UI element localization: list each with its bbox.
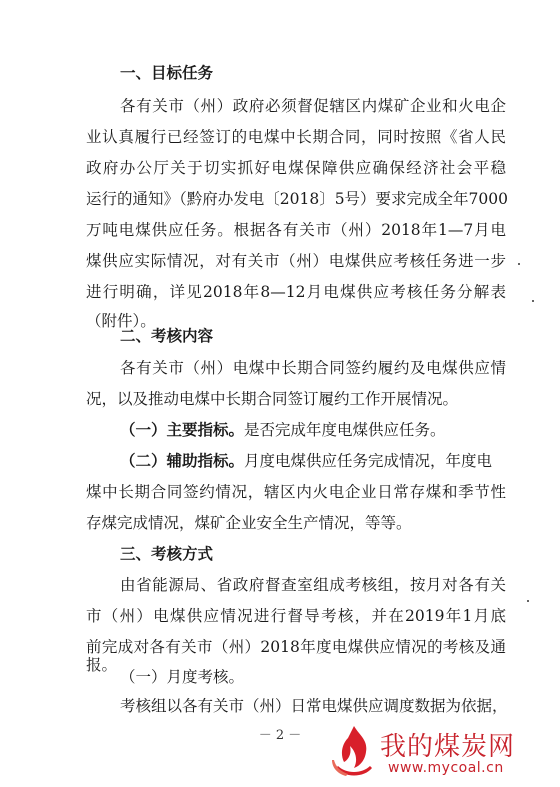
main-indicator-item — [120, 420, 446, 440]
body-line: 报。 — [86, 656, 118, 674]
item-text: 是否完成年度电煤供应任务。 — [244, 421, 446, 439]
body-line: 由省能源局、省政府督查室组成考核组，按月对各有关 — [120, 576, 506, 594]
monthly-assessment-item: （一）月度考核。 — [120, 668, 245, 686]
body-line: 各有关市（州）政府必须督促辖区内煤矿企业和火电企 — [120, 97, 506, 115]
site-watermark — [330, 722, 555, 782]
body-line: 考核组以各有关市（州）日常电煤供应调度数据为依据， — [120, 697, 508, 715]
item-label: （二）辅助指标。 — [120, 451, 245, 470]
body-line: 各有关市（州）电煤中长期合同签约履约及电煤供应情 — [120, 359, 506, 377]
section-3-heading: 三、考核方式 — [120, 545, 214, 563]
item-text: 月度电煤供应任务完成情况，年度电 — [244, 452, 493, 470]
body-line: 政府办公厅关于切实抓好电煤保障供应确保经济社会平稳 — [86, 159, 506, 177]
body-line: 万吨电煤供应任务。根据各有关市（州）2018年1—7月电 — [86, 221, 506, 239]
body-line: 进行明确，详见2018年8—12月电煤供应考核任务分解表 — [86, 283, 506, 301]
watermark-url: www.mycoal.cn — [388, 760, 504, 776]
item-label: （一）主要指标。 — [120, 420, 245, 439]
body-line: 煤供应实际情况，对有关市（州）电煤供应考核任务进一步 — [86, 252, 506, 270]
body-line: 况，以及推动电煤中长期合同签订履约工作开展情况。 — [86, 390, 459, 408]
watermark-brand: 我的煤炭网 — [380, 732, 516, 762]
section-1-heading: 一、目标任务 — [120, 64, 214, 82]
body-line: 市（州）电煤供应情况进行督导考核，并在2019年1月底 — [86, 607, 506, 625]
body-line: 煤中长期合同签约情况，辖区内火电企业日常存煤和季节性 — [86, 483, 506, 501]
page-number: － 2 － — [258, 728, 302, 743]
flame-logo-icon — [330, 722, 378, 780]
scan-speck — [518, 263, 520, 265]
scan-speck — [532, 300, 534, 302]
scan-speck — [527, 600, 529, 602]
body-line: 业认真履行已经签订的电煤中长期合同，同时按照《省人民 — [86, 128, 506, 146]
body-line: （附件）。 — [86, 312, 156, 330]
body-line: 运行的通知》（黔府办发电〔2018〕5号）要求完成全年7000 — [86, 190, 509, 208]
section-2-heading: 二、考核内容 — [120, 327, 214, 345]
body-line: 前完成对各有关市（州）2018年度电煤供应情况的考核及通 — [86, 638, 506, 656]
body-line: 存煤完成情况，煤矿企业安全生产情况，等等。 — [86, 514, 412, 532]
aux-indicator-item — [120, 451, 492, 471]
